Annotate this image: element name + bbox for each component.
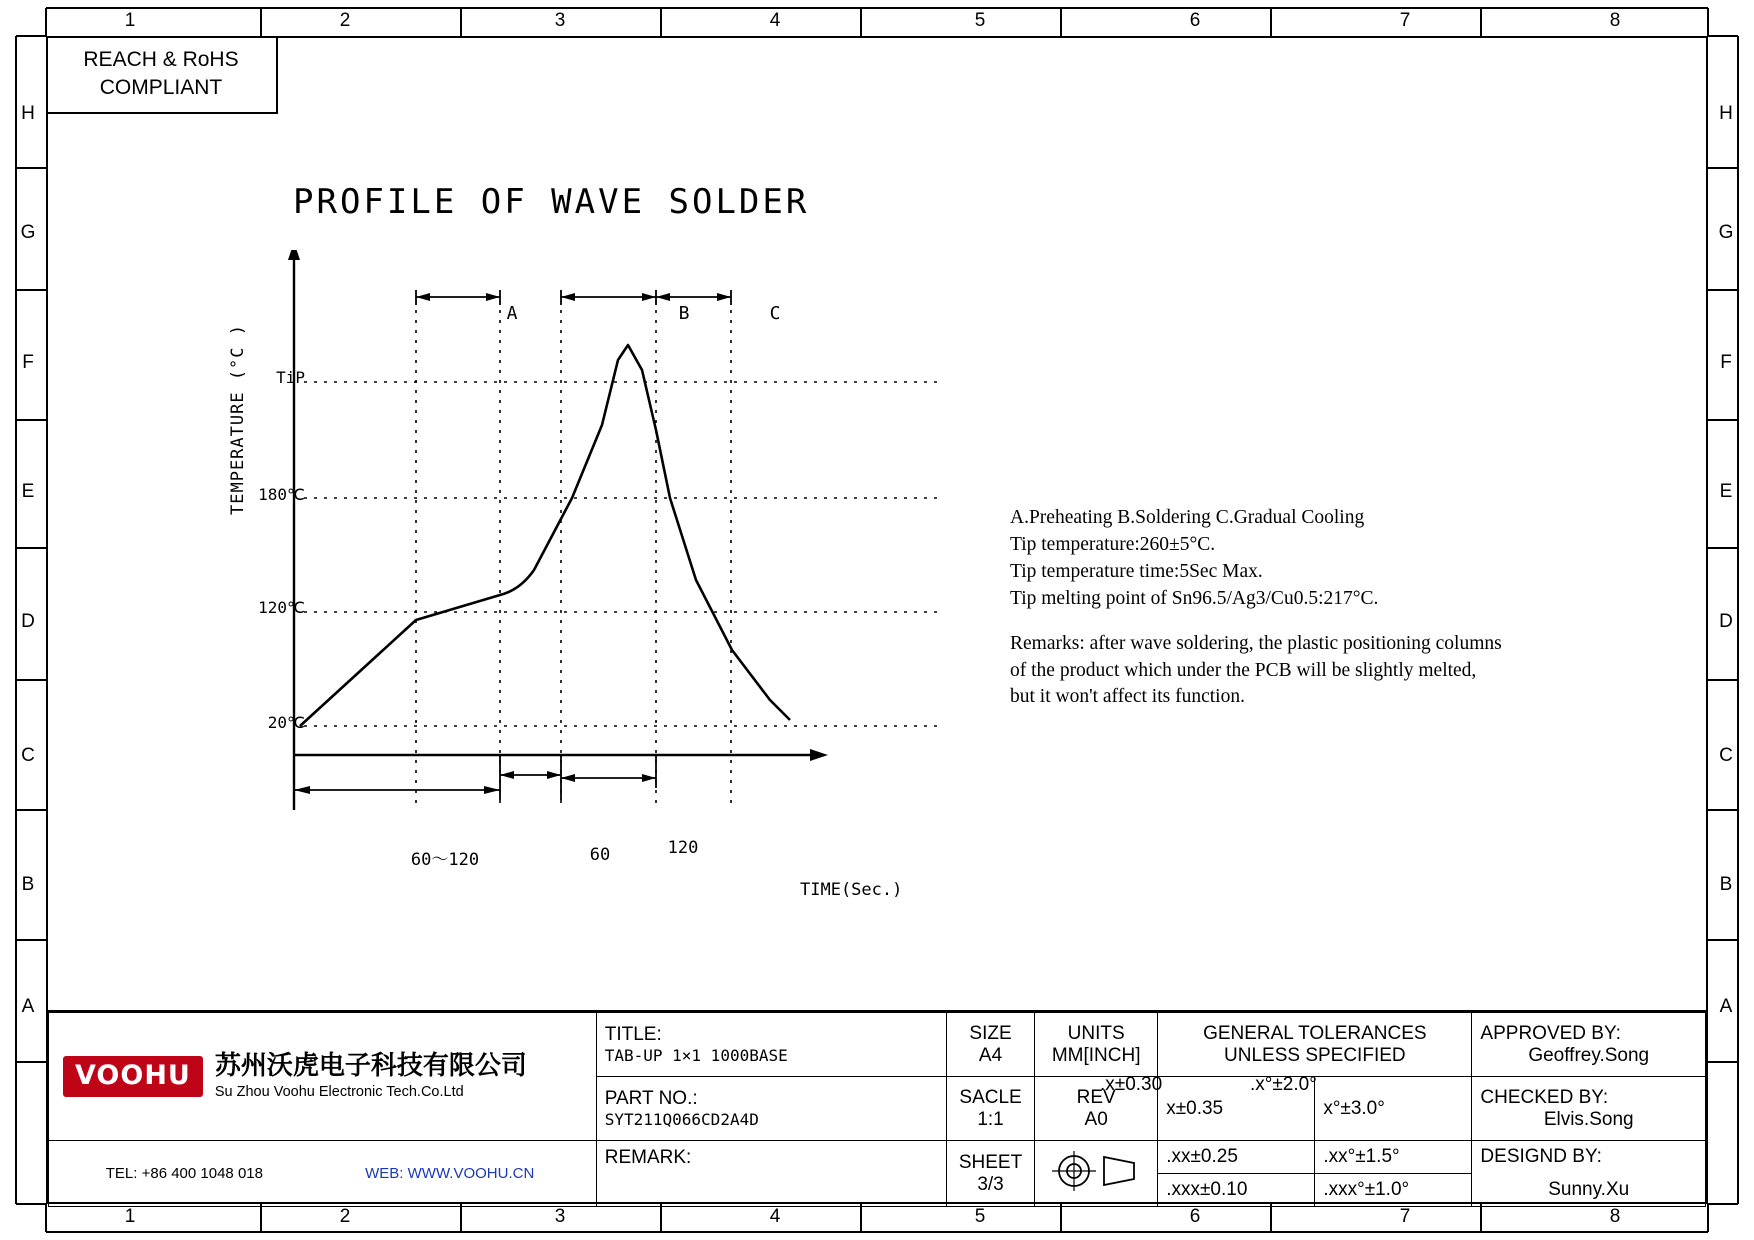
- sheet-field: [947, 1141, 1035, 1207]
- row-label-right-C: C: [1719, 745, 1733, 766]
- row-label-left-A: A: [21, 996, 35, 1017]
- size-label: SIZE: [969, 1022, 1012, 1044]
- tolerance-header-line-1: GENERAL TOLERANCES: [1203, 1022, 1427, 1044]
- voohu-logo-icon: VOOHU: [63, 1056, 203, 1097]
- process-notes: [1010, 505, 1502, 729]
- row-label-left-E: E: [21, 481, 35, 502]
- tolerance-angular-2: .xx°±1.5°: [1315, 1141, 1472, 1174]
- row-label-left-D: D: [21, 611, 35, 632]
- col-label-top-7: 7: [1399, 10, 1411, 31]
- contact-web[interactable]: WEB: WWW.VOOHU.CN: [365, 1165, 535, 1182]
- scale-label: SACLE: [959, 1086, 1022, 1108]
- phase-label-a: A: [506, 303, 518, 324]
- rev-value: A0: [1084, 1108, 1108, 1130]
- phase-label-b: B: [678, 303, 690, 324]
- notes-block-1: [1010, 505, 1502, 613]
- row-label-left-H: H: [21, 103, 35, 124]
- units-label: UNITS: [1067, 1022, 1125, 1044]
- col-label-bottom-8: 8: [1609, 1206, 1621, 1227]
- col-label-bottom-5: 5: [974, 1206, 986, 1227]
- col-label-top-8: 8: [1609, 10, 1621, 31]
- col-label-top-4: 4: [769, 10, 781, 31]
- tolerance-linear-1: x±0.35: [1158, 1077, 1315, 1141]
- size-field: [947, 1013, 1035, 1077]
- third-angle-projection-icon: [1046, 1149, 1146, 1193]
- checked-label: CHECKED BY:: [1480, 1086, 1609, 1108]
- col-label-bottom-1: 1: [124, 1206, 136, 1227]
- tolerance-angular-1: x°±3.0°: [1315, 1077, 1472, 1141]
- note-line: Tip temperature time:5Sec Max.: [1010, 560, 1263, 582]
- row-label-right-A: A: [1719, 996, 1733, 1017]
- row-label-left-C: C: [21, 745, 35, 766]
- tolerance-linear-3: .xxx±0.10: [1158, 1174, 1315, 1207]
- col-label-top-1: 1: [124, 10, 136, 31]
- col-label-top-3: 3: [554, 10, 566, 31]
- approved-label: APPROVED BY:: [1480, 1022, 1621, 1044]
- row-label-right-E: E: [1719, 481, 1733, 502]
- rev-label: REV: [1076, 1086, 1116, 1108]
- col-label-top-6: 6: [1189, 10, 1201, 31]
- compliance-badge: [46, 36, 278, 114]
- col-label-bottom-2: 2: [339, 1206, 351, 1227]
- row-label-left-G: G: [20, 222, 36, 243]
- chart-title: PROFILE OF WAVE SOLDER: [293, 182, 810, 222]
- col-label-top-2: 2: [339, 10, 351, 31]
- designed-value: Sunny.Xu: [1472, 1174, 1706, 1207]
- size-value: A4: [978, 1044, 1003, 1066]
- approved-field: [1472, 1013, 1706, 1077]
- part-number-field: [596, 1077, 946, 1141]
- remark-field: [596, 1141, 946, 1207]
- approved-value: Geoffrey.Song: [1528, 1044, 1650, 1066]
- tolerance-angular-3: .xxx°±1.0°: [1315, 1174, 1472, 1207]
- row-label-right-D: D: [1719, 611, 1733, 632]
- chart-x-axis-label: TIME(Sec.): [800, 880, 903, 900]
- scale-value: 1:1: [977, 1108, 1004, 1130]
- contact-cell: [49, 1141, 597, 1207]
- sheet-value: 3/3: [977, 1173, 1004, 1195]
- row-label-left-B: B: [21, 874, 35, 895]
- company-name-cn: 苏州沃虎电子科技有限公司: [214, 1051, 527, 1082]
- scale-field: [947, 1077, 1035, 1141]
- y-tick-label-180: 180℃: [258, 485, 305, 504]
- title-field: [596, 1013, 946, 1077]
- title-label: TITLE:: [604, 1024, 662, 1045]
- solder-profile-plot: [250, 250, 1050, 950]
- col-label-bottom-6: 6: [1189, 1206, 1201, 1227]
- note-line: Tip temperature:260±5°C.: [1010, 533, 1216, 555]
- designed-label-cell: DESIGND BY:: [1472, 1141, 1706, 1174]
- units-value: MM[INCH]: [1051, 1044, 1141, 1066]
- notes-block-2: [1010, 631, 1502, 712]
- y-tick-label-120: 120℃: [258, 598, 305, 617]
- time-segment-label-3: 120: [667, 838, 699, 858]
- units-field: [1035, 1013, 1158, 1077]
- part-number-label: PART NO.:: [604, 1088, 698, 1109]
- projection-symbol-cell: [1035, 1141, 1158, 1207]
- part-number-value: SYT211Q066CD2A4D: [604, 1110, 759, 1129]
- remark-line: but it won't affect its function.: [1010, 686, 1245, 708]
- tolerance-linear-sub: .x±0.30: [1100, 1074, 1163, 1095]
- tolerance-header: [1158, 1013, 1472, 1077]
- company-logo-cell: [49, 1013, 597, 1141]
- y-tick-label-tip: TiP: [276, 368, 305, 387]
- title-block: [46, 1010, 1708, 1204]
- remark-label: REMARK:: [604, 1147, 692, 1168]
- compliance-line-2: COMPLIANT: [99, 76, 223, 99]
- title-value: TAB-UP 1×1 1000BASE: [604, 1046, 788, 1065]
- col-label-top-5: 5: [974, 10, 986, 31]
- chart-y-axis-label: TEMPERATURE (°C ): [228, 324, 248, 515]
- checked-value: Elvis.Song: [1543, 1108, 1634, 1130]
- note-line: A.Preheating B.Soldering C.Gradual Cooling: [1010, 507, 1365, 528]
- col-label-bottom-7: 7: [1399, 1206, 1411, 1227]
- row-label-right-G: G: [1718, 222, 1734, 243]
- note-line: Tip melting point of Sn96.5/Ag3/Cu0.5:217°C.: [1010, 587, 1379, 609]
- tolerance-header-line-2: UNLESS SPECIFIED: [1224, 1044, 1406, 1066]
- col-label-bottom-3: 3: [554, 1206, 566, 1227]
- tolerance-angular-sub: .x°±2.0°: [1250, 1074, 1317, 1095]
- row-label-right-B: B: [1719, 874, 1733, 895]
- row-label-left-F: F: [22, 352, 34, 373]
- row-label-right-F: F: [1720, 352, 1732, 373]
- time-segment-label-1: 60～120: [410, 850, 480, 870]
- remark-line: Remarks: after wave soldering, the plastic positioning columns: [1010, 632, 1502, 654]
- tolerance-linear-2: .xx±0.25: [1158, 1141, 1315, 1174]
- compliance-line-1: REACH & RoHS: [83, 47, 239, 71]
- y-tick-label-20: 20℃: [267, 713, 305, 732]
- time-segment-label-2: 60: [589, 845, 611, 865]
- sheet-label: SHEET: [958, 1151, 1023, 1173]
- company-name-en: Su Zhou Voohu Electronic Tech.Co.Ltd: [214, 1083, 464, 1100]
- contact-tel: TEL: +86 400 1048 018: [105, 1165, 263, 1182]
- row-label-right-H: H: [1719, 103, 1733, 124]
- col-label-bottom-4: 4: [769, 1206, 781, 1227]
- phase-label-c: C: [769, 303, 781, 324]
- checked-field: [1472, 1077, 1706, 1141]
- remark-line: of the product which under the PCB will be slightly melted,: [1010, 659, 1477, 681]
